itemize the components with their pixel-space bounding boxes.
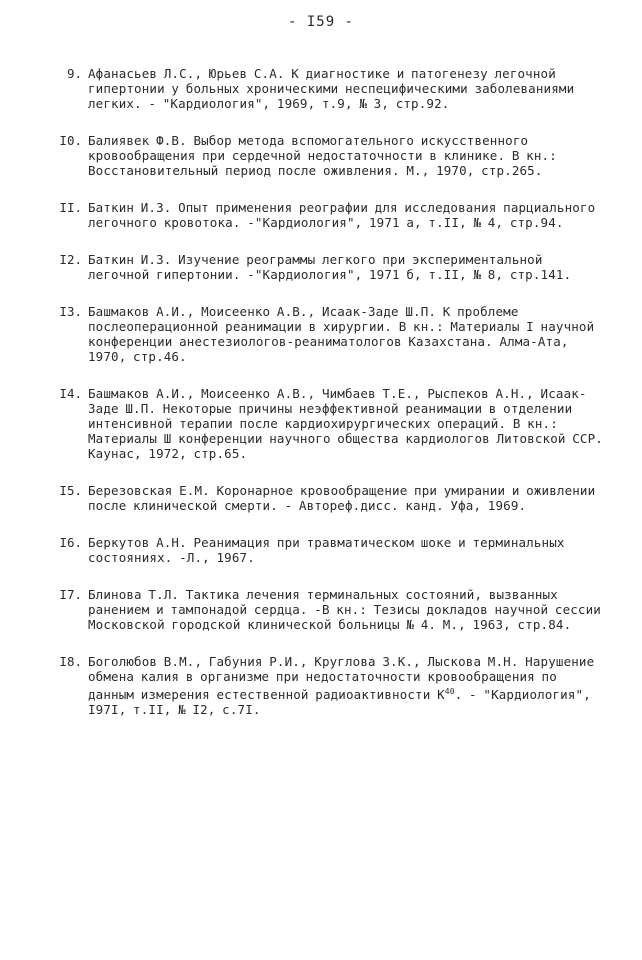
reference-item [48, 304, 608, 364]
reference-item [48, 654, 608, 717]
reference-text: Баткин И.З. Опыт применения реографии для исследования парциального легочного кровотока. -"Кардиология", 1971 а, т.II, № 4, стр.94. [88, 200, 602, 230]
reference-item [48, 587, 608, 632]
reference-text: Березовская Е.М. Коронарное кровообращение при умирании и оживлении после клинической смерти. - Автореф.дисс. канд. Уфа, 1969. [88, 483, 602, 513]
reference-item [48, 535, 608, 565]
reference-item [48, 66, 608, 111]
reference-number: I7. [59, 587, 82, 602]
reference-number: I6. [59, 535, 82, 550]
reference-text-part: Боголюбов В.М., Габуния Р.И., Круглова З.К., Лыскова М.Н. Нарушение обмена калия в организме при недостаточности кровообращения по данным измерения естественной радиоактивности К [88, 654, 601, 703]
reference-item [48, 483, 608, 513]
reference-number: I3. [59, 304, 82, 319]
reference-number: 9. [66, 66, 82, 81]
reference-number: I2. [59, 252, 82, 267]
reference-text: Беркутов А.Н. Реанимация при травматическом шоке и терминальных состояниях. -Л., 1967. [88, 535, 572, 565]
reference-number: I4. [59, 386, 82, 401]
reference-item [48, 252, 608, 282]
isotope-superscript: 40 [444, 687, 455, 696]
reference-text: Баткин И.З. Изучение реограммы легкого при экспериментальной легочной гипертонии. -"Кардиология", 1971 б, т.II, № 8, стр.141. [88, 252, 572, 282]
page-number: - I59 - [287, 14, 354, 30]
reference-number: I5. [59, 483, 82, 498]
reference-number: I8. [59, 654, 82, 669]
reference-text: Башмаков А.И., Моисеенко А.В., Исаак-Заде Ш.П. К проблеме послеоперационной реанимации в хирургии. В кн.: Материалы I научной конференции анестезиологов-реаниматологов Казахстана. Алма-Ата, 1970, стр.46. [88, 304, 601, 364]
reference-text: Балиявек Ф.В. Выбор метода вспомогательного искусственного кровообращения при сердечной недостаточности в клинике. В кн.: Восстановительный период после оживления. М., 1970, стр.265. [88, 133, 564, 178]
reference-item [48, 200, 608, 230]
reference-text [88, 654, 608, 717]
reference-text: Блинова Т.Л. Тактика лечения терминальных состояний, вызванных ранением и тампонадой сердца. -В кн.: Тезисы докладов научной сессии Московской городской клинической больницы № 4. М., 1963, стр.84. [88, 587, 608, 632]
reference-item [48, 386, 608, 461]
reference-text-part: . - "Кардиология", I97I, т.II, № I2, с.7I. [88, 687, 598, 718]
reference-number: I0. [59, 133, 82, 148]
reference-number: II. [59, 200, 82, 215]
reference-text: Афанасьев Л.С., Юрьев С.А. К диагностике и патогенезу легочной гипертонии у больных хроническими неспецифическими заболеваниями легких. - "Кардиология", 1969, т.9, № 3, стр.92. [88, 66, 581, 111]
reference-list [48, 66, 608, 739]
reference-item [48, 133, 608, 178]
reference-text: Башмаков А.И., Моисеенко А.В., Чимбаев Т.Е., Рыспеков А.Н., Исаак-Заде Ш.П. Некоторые причины неэффективной реанимации в отделении интенсивной терапии после кардиохирургических операций. В кн.: Материалы Ш конференции научного общества кардиологов Литовской ССР. Каунас, 1972, стр.65. [88, 386, 610, 461]
